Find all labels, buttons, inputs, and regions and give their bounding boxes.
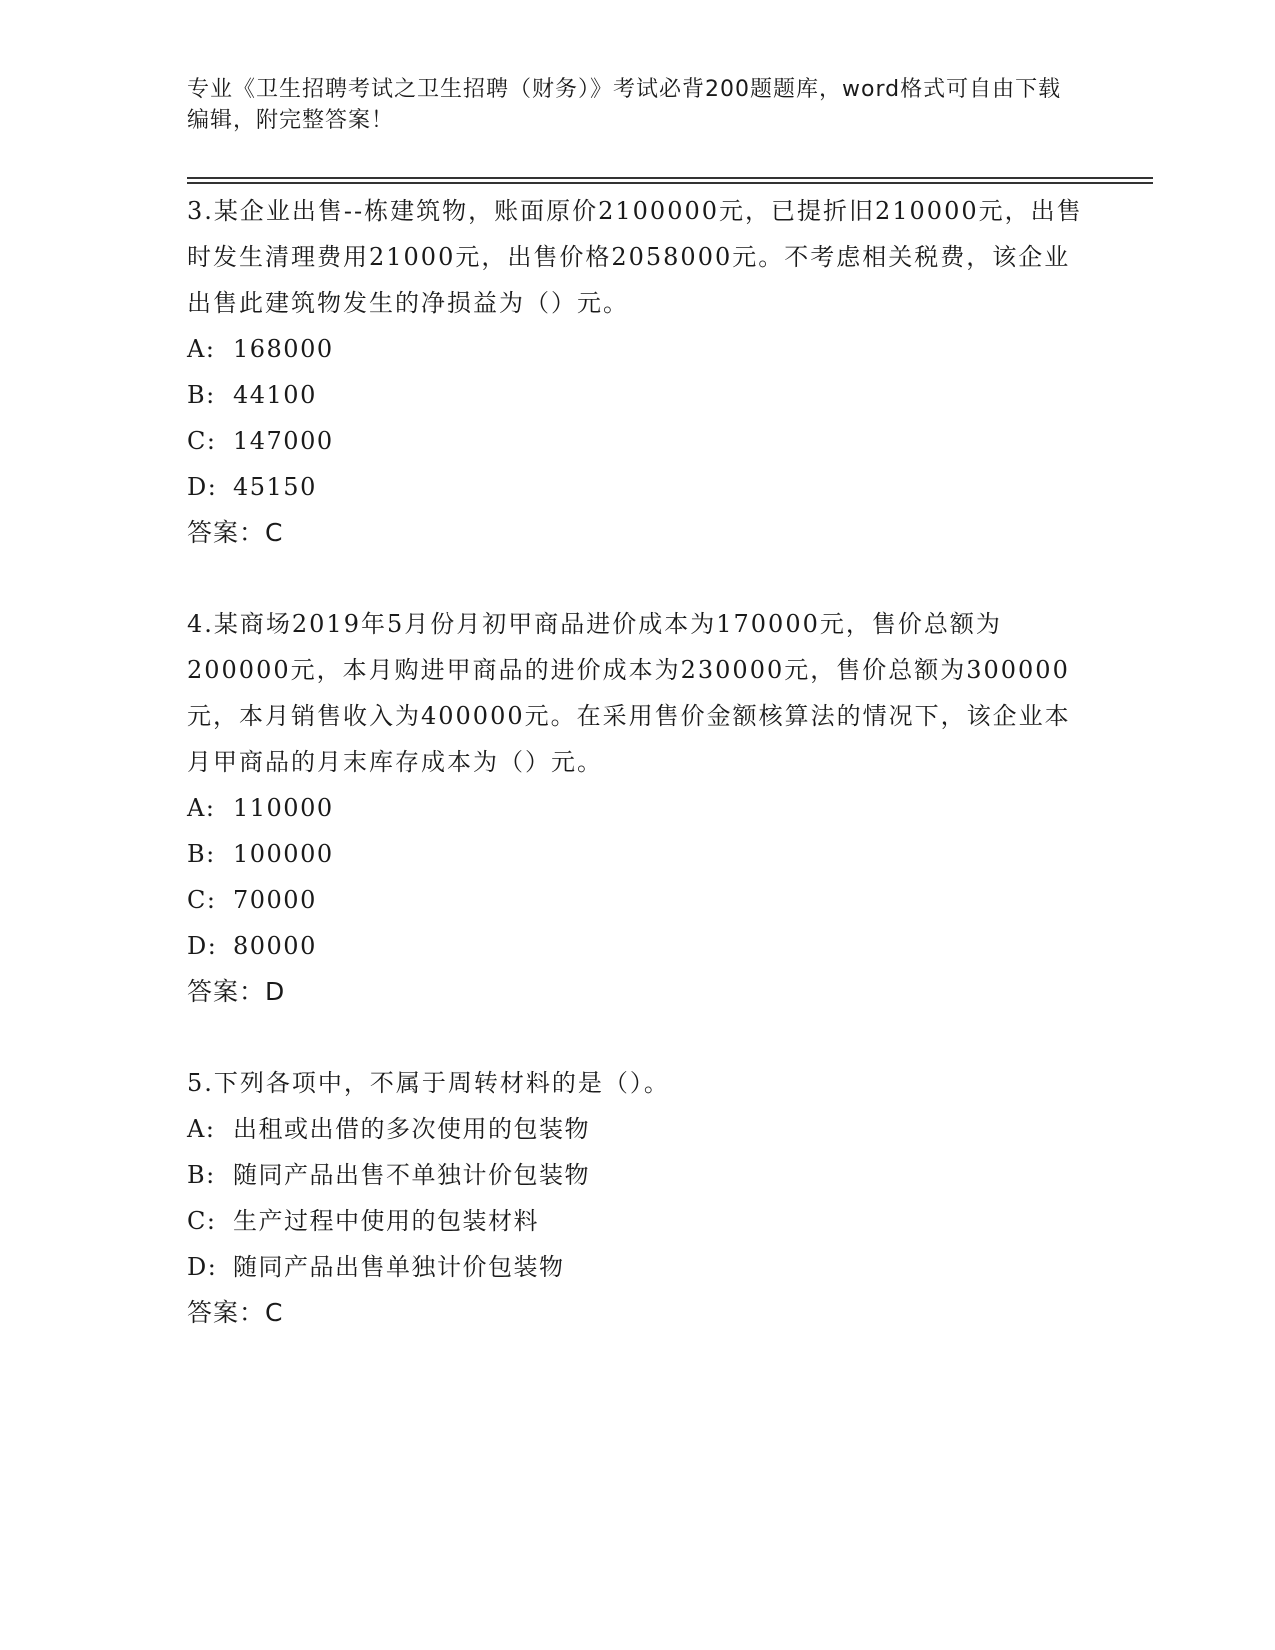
option-c [187,1198,1087,1244]
option-d [187,464,1087,510]
option-key: A: [187,794,216,822]
option-text: 随同产品出售单独计价包装物 [233,1253,565,1281]
option-text: 100000 [233,840,334,868]
question-5 [187,1060,1087,1336]
option-text: 168000 [233,335,334,363]
question-text: 4.某商场2019年5月份月初甲商品进价成本为170000元，售价总额为200000元，本月购进甲商品的进价成本为230000元，售价总额为300000元，本月销售收入为400000元。在采用售价金额核算法的情况下，该企业本月甲商品的月末库存成本为（）元。 [187,610,1071,776]
option-d [187,1244,1087,1290]
document-header: 专业《卫生招聘考试之卫生招聘（财务）》考试必背200题题库，word格式可自由下载编辑，附完整答案！ [187,77,1062,133]
option-b [187,831,1087,877]
option-d [187,923,1087,969]
option-c [187,877,1087,923]
option-key: B: [187,381,216,409]
option-key: D: [187,473,218,501]
option-text: 110000 [233,794,334,822]
option-text: 147000 [233,427,334,455]
option-c [187,418,1087,464]
option-key: C: [187,886,217,914]
option-key: D: [187,932,218,960]
option-text: 45150 [233,473,317,501]
option-b [187,372,1087,418]
header-divider-top [187,177,1153,179]
answer-line: 答案：D [187,977,286,1006]
question-3 [187,188,1087,556]
option-key: A: [187,1115,216,1143]
option-key: C: [187,427,217,455]
option-text: 出租或出借的多次使用的包装物 [233,1115,590,1143]
option-b [187,1152,1087,1198]
question-text: 3.某企业出售--栋建筑物，账面原价2100000元，已提折旧210000元，出售时发生清理费用21000元，出售价格2058000元。不考虑相关税费，该企业出售此建筑物发生的净损益为（）元。 [187,197,1083,317]
option-text: 生产过程中使用的包装材料 [233,1207,539,1235]
option-key: B: [187,1161,216,1189]
option-key: D: [187,1253,218,1281]
header-divider-bottom [187,182,1153,184]
option-a [187,785,1087,831]
option-key: A: [187,335,216,363]
answer-line: 答案：C [187,1298,284,1327]
option-a [187,1106,1087,1152]
option-text: 70000 [233,886,317,914]
question-4 [187,601,1087,1015]
option-text: 80000 [233,932,317,960]
option-key: C: [187,1207,217,1235]
option-text: 随同产品出售不单独计价包装物 [233,1161,590,1189]
option-a [187,326,1087,372]
question-text: 5.下列各项中，不属于周转材料的是（）。 [187,1069,670,1097]
option-text: 44100 [233,381,317,409]
answer-line: 答案：C [187,518,284,547]
option-key: B: [187,840,216,868]
